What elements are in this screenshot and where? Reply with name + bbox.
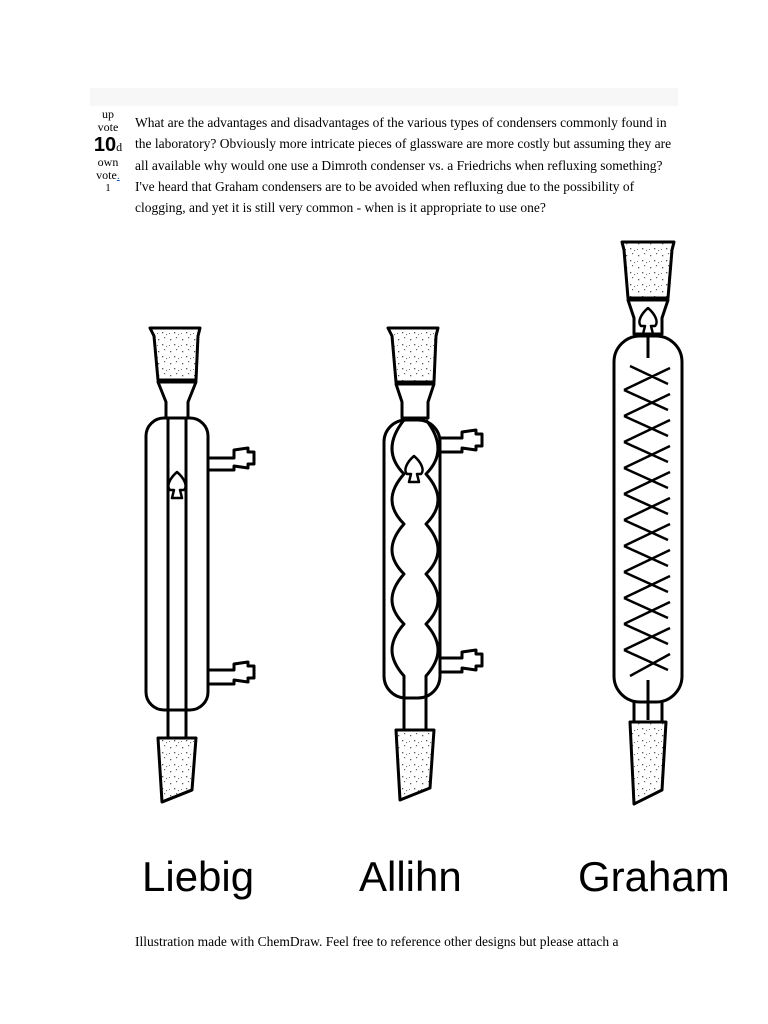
- graham-top-joint: [622, 242, 674, 298]
- question-header-bar: [90, 88, 678, 106]
- allihn-bottom-joint: [396, 730, 434, 800]
- favorite-count: 1: [105, 182, 111, 194]
- label-graham: Graham: [578, 853, 730, 900]
- graham-neck: [628, 300, 668, 334]
- downvote-label-2: vote: [96, 168, 117, 182]
- graham-bottom-joint: [630, 722, 666, 804]
- favorite-link[interactable]: .: [116, 168, 120, 182]
- upvote-label-2: vote: [97, 120, 119, 134]
- liebig-marker: [168, 472, 185, 498]
- liebig-inner-tube: [168, 418, 186, 738]
- downvote-label: own: [97, 155, 119, 169]
- liebig-upper-hose-arm: [208, 448, 254, 470]
- vote-count-tail: d: [116, 140, 123, 154]
- allihn-upper-hose-arm: [440, 430, 482, 452]
- label-allihn: Allihn: [359, 853, 462, 900]
- allihn-marker: [405, 456, 422, 482]
- label-liebig: Liebig: [142, 853, 255, 900]
- graham-marker: [639, 308, 656, 334]
- downvote-button[interactable]: [88, 156, 128, 182]
- allihn-lower-hose-arm: [440, 650, 482, 672]
- condenser-drawing: [0, 230, 768, 920]
- liebig-lower-hose-arm: [208, 662, 254, 684]
- graham-condenser: [614, 242, 682, 804]
- vote-count-row: [88, 134, 128, 156]
- upvote-label: up: [102, 107, 114, 121]
- allihn-top-joint: [388, 328, 438, 382]
- question-body: What are the advantages and disadvantages of the various types of condensers commonly found in the laboratory? Obviously more intricate pieces of glassware are more costly but assuming they are all available why would one use a Dimroth condenser vs. a Friedrichs when refluxing something? I've heard that Graham condensers are to be avoided when refluxing due to the possibility of clogging, and yet it is still very common - when is it appropriate to use one?: [135, 115, 672, 216]
- liebig-neck: [158, 382, 196, 418]
- vote-count: 10: [93, 134, 117, 156]
- allihn-neck: [396, 384, 434, 418]
- vote-panel: [88, 108, 128, 195]
- liebig-condenser: [146, 328, 254, 802]
- allihn-condenser: [384, 328, 482, 800]
- liebig-bottom-joint: [158, 738, 196, 802]
- figure-caption: Illustration made with ChemDraw. Feel free to reference other designs but please attach a: [135, 934, 619, 949]
- liebig-jacket: [146, 418, 208, 710]
- condenser-illustration: [0, 230, 768, 920]
- liebig-top-joint: [150, 328, 200, 380]
- graham-coil: [624, 366, 670, 676]
- upvote-button[interactable]: [88, 108, 128, 134]
- label-graham-clip: [578, 852, 730, 906]
